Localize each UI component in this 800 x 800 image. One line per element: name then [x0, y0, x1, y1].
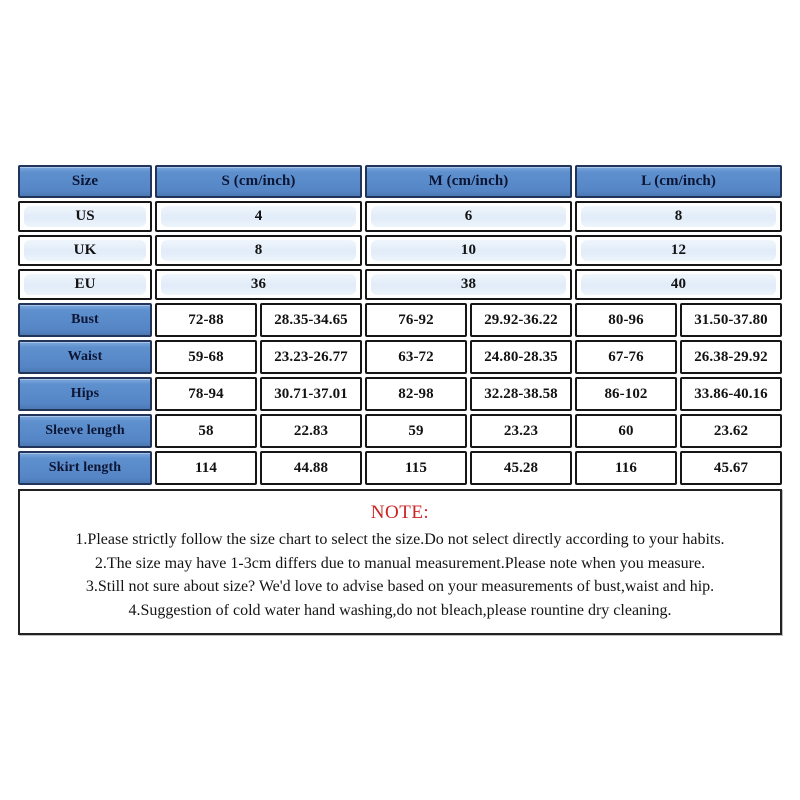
measure-value-cell: 86-102 [575, 377, 677, 411]
measure-row-label-bust: Bust [18, 303, 152, 337]
size-row-label-uk: UK [18, 235, 152, 266]
measure-value-cell: 45.67 [680, 451, 782, 485]
measure-value-cell: 32.28-38.58 [470, 377, 572, 411]
size-value-cell: 8 [155, 235, 362, 266]
size-row-label-us: US [18, 201, 152, 232]
measure-value-cell: 60 [575, 414, 677, 448]
note-line-1: 1.Please strictly follow the size chart to select the size.Do not select directly according to your habits. [75, 531, 725, 548]
measure-value-cell: 115 [365, 451, 467, 485]
measure-value-cell: 58 [155, 414, 257, 448]
size-value-cell: 6 [365, 201, 572, 232]
note-line-2: 2.The size may have 1-3cm differs due to manual measurement.Please note when you measure. [94, 554, 706, 572]
size-value-cell: 12 [575, 235, 782, 266]
measure-value-cell: 76-92 [365, 303, 467, 337]
size-value-cell: 40 [575, 269, 782, 300]
measure-row-label-sleeve-length: Sleeve length [18, 414, 152, 448]
measure-value-cell: 67-76 [575, 340, 677, 374]
measure-value-cell: 31.50-37.80 [680, 303, 782, 337]
size-value-cell: 38 [365, 269, 572, 300]
measure-row-label-hips: Hips [18, 377, 152, 411]
measure-value-cell: 33.86-40.16 [680, 377, 782, 411]
measure-value-cell: 22.83 [260, 414, 362, 448]
measure-value-cell: 80-96 [575, 303, 677, 337]
measure-value-cell: 114 [155, 451, 257, 485]
measure-value-cell: 116 [575, 451, 677, 485]
measure-value-cell: 26.38-29.92 [680, 340, 782, 374]
header-cell-size: Size [18, 165, 152, 198]
measure-value-cell: 78-94 [155, 377, 257, 411]
measure-row-label-waist: Waist [18, 340, 152, 374]
note-line-3: 3.Still not sure about size? We'd love to advise based on your measurements of bust,waist and hip. [85, 578, 715, 595]
note-box [18, 489, 782, 635]
measure-value-cell: 59-68 [155, 340, 257, 374]
measure-row-label-skirt-length: Skirt length [18, 451, 152, 485]
size-value-cell: 10 [365, 235, 572, 266]
size-value-cell: 8 [575, 201, 782, 232]
measure-value-cell: 44.88 [260, 451, 362, 485]
size-value-cell: 36 [155, 269, 362, 300]
note-line-4: 4.Suggestion of cold water hand washing,do not bleach,please rountine dry cleaning. [128, 601, 672, 619]
measure-value-cell: 23.62 [680, 414, 782, 448]
measure-value-cell: 28.35-34.65 [260, 303, 362, 337]
measure-value-cell: 23.23-26.77 [260, 340, 362, 374]
size-chart-table [18, 165, 782, 485]
measure-value-cell: 59 [365, 414, 467, 448]
measure-value-cell: 24.80-28.35 [470, 340, 572, 374]
header-cell-s: S (cm/inch) [155, 165, 362, 198]
measure-value-cell: 72-88 [155, 303, 257, 337]
measure-value-cell: 23.23 [470, 414, 572, 448]
size-row-label-eu: EU [18, 269, 152, 300]
measure-value-cell: 63-72 [365, 340, 467, 374]
header-cell-m: M (cm/inch) [365, 165, 572, 198]
note-heading: NOTE: [370, 502, 430, 523]
size-value-cell: 4 [155, 201, 362, 232]
measure-value-cell: 30.71-37.01 [260, 377, 362, 411]
measure-value-cell: 29.92-36.22 [470, 303, 572, 337]
measure-value-cell: 82-98 [365, 377, 467, 411]
measure-value-cell: 45.28 [470, 451, 572, 485]
header-cell-l: L (cm/inch) [575, 165, 782, 198]
